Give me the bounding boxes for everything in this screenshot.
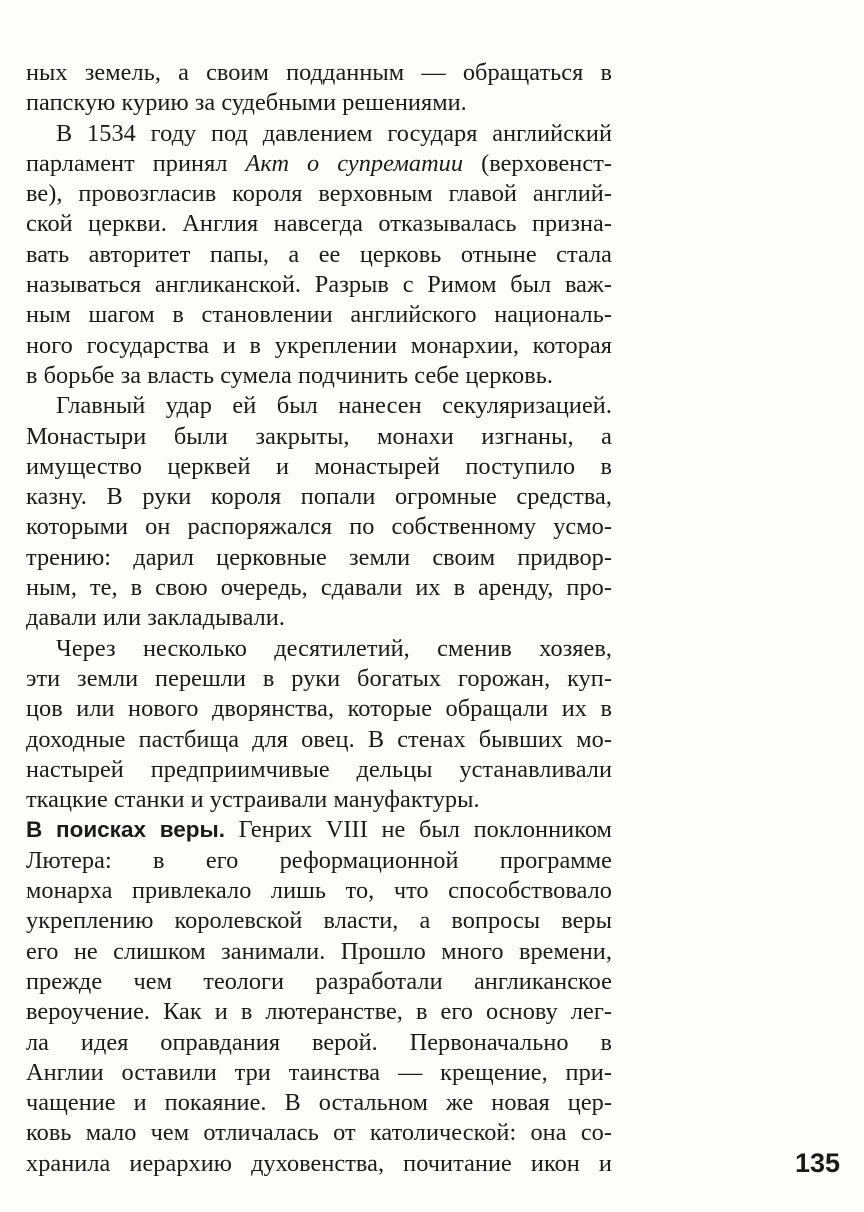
- paragraph-2: [26, 119, 612, 392]
- text-line: эти земли перешли в руки богатых горожан, куп-: [26, 664, 612, 692]
- text-run: ным шагом в становлении английского националь-: [26, 301, 612, 329]
- text-line: укреплению королевской власти, а вопросы веры: [26, 907, 612, 935]
- emphasized-term: Акт о супрематии: [245, 149, 464, 177]
- text-line: Лютера: в его реформационной программе: [26, 846, 612, 874]
- text-line: казну. В руки короля попали огромные средства,: [26, 483, 612, 511]
- text-run: ской церкви. Англия навсегда отказывалась призна-: [26, 210, 612, 238]
- text-line: его не слишком занимали. Прошло много времени,: [26, 937, 612, 965]
- text-line: цов или нового дворянства, которые обращали их в: [26, 695, 612, 723]
- text-line: вероучение. Как и в лютеранстве, в его основу лег-: [26, 998, 612, 1026]
- text-line: [26, 361, 612, 391]
- text-line: давали или закладывали.: [26, 604, 285, 632]
- paragraph-4: [26, 634, 612, 816]
- text-line: трению: дарил церковные земли своим придвор-: [26, 543, 612, 571]
- text-line: ных земель, а своим подданным — обращаться в: [26, 59, 612, 86]
- text-run: ного государства и в укреплении монархии, которая: [26, 331, 612, 359]
- text-run: (верховенст-: [463, 149, 613, 177]
- section-heading: В поисках веры.: [26, 817, 225, 843]
- text-line: ковь мало чем отличалась от католической: она со-: [26, 1119, 612, 1147]
- body-text: [26, 58, 612, 1179]
- text-line: прежде чем теологи разработали англиканское: [26, 967, 612, 995]
- text-line: [26, 119, 612, 149]
- text-run: называться англиканской. Разрыв с Римом был важ-: [26, 271, 612, 299]
- text-line: [26, 149, 612, 179]
- text-line: ным, те, в свою очередь, сдавали их в аренду, про-: [26, 574, 612, 602]
- text-run: вать авторитет папы, а ее церковь отныне стала: [26, 240, 612, 268]
- text-line: чащение и покаяние. В остальном же новая цер-: [26, 1089, 612, 1117]
- text-line: [26, 270, 612, 300]
- text-run: Генрих VIII не был поклонником: [224, 816, 612, 844]
- text-line: [26, 300, 612, 330]
- text-line: имущество церквей и монастырей поступило в: [26, 452, 612, 480]
- text-line: доходные пастбища для овец. В стенах бывших мо-: [26, 725, 612, 753]
- text-line: Главный удар ей был нанесен секуляризацией.: [56, 392, 612, 420]
- text-line: [26, 331, 612, 361]
- text-line: Через несколько десятилетий, сменив хозяев,: [56, 634, 612, 662]
- text-run: в борьбе за власть сумела подчинить себе церковь.: [26, 361, 554, 389]
- text-line: [26, 240, 612, 270]
- text-run: парламент принял: [26, 149, 246, 177]
- text-line: Монастыри были закрыты, монахи изгнаны, а: [26, 422, 612, 450]
- text-run: В 1534 году под давлением государя английский: [56, 119, 612, 147]
- text-line: хранила иерархию духовенства, почитание икон и: [26, 1149, 612, 1177]
- text-line: папскую курию за судебными решениями.: [26, 89, 467, 117]
- text-line: [26, 815, 612, 845]
- page-number: 135: [794, 1148, 840, 1178]
- text-line: которыми он распоряжался по собственному усмо-: [26, 513, 612, 541]
- paragraph-3: [26, 391, 612, 633]
- text-line: ла идея оправдания верой. Первоначально в: [26, 1028, 612, 1056]
- text-line: Англии оставили три таинства — крещение, при-: [26, 1058, 612, 1086]
- text-line: настырей предприимчивые дельцы устанавливали: [26, 755, 612, 783]
- text-line: ткацкие станки и устраивали мануфактуры.: [26, 786, 480, 814]
- paragraph-1: [26, 58, 612, 119]
- paragraph-5: [26, 815, 612, 1179]
- text-run: ве), провозгласив короля верховным главой англий-: [26, 180, 612, 208]
- text-line: монарха привлекало лишь то, что способствовало: [26, 877, 612, 905]
- text-line: [26, 209, 612, 239]
- text-line: [26, 179, 612, 209]
